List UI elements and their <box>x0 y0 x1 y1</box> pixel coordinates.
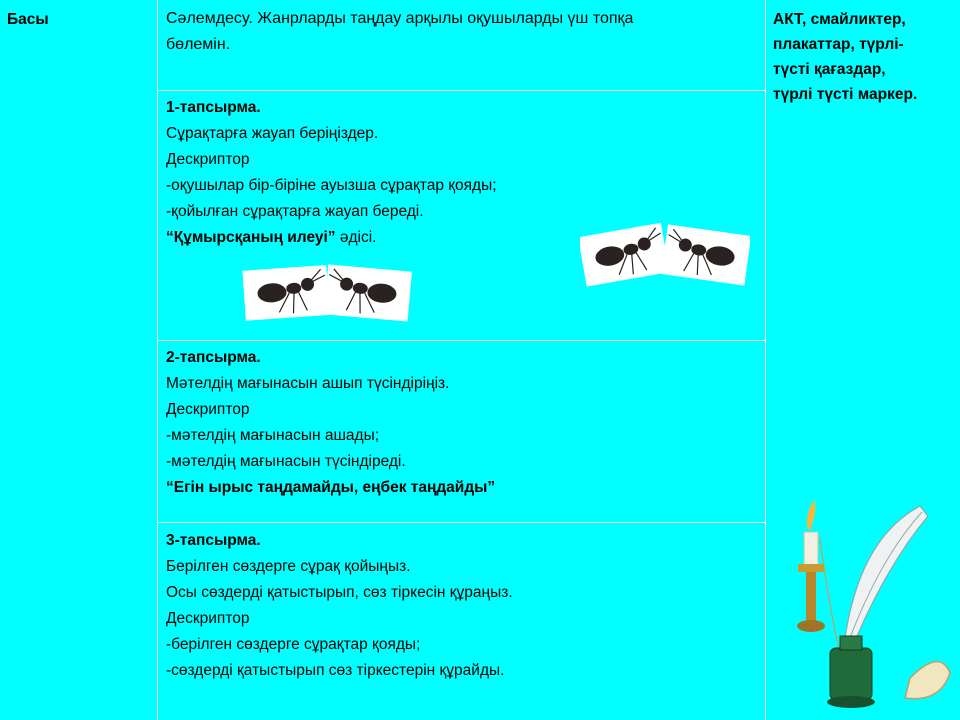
candle-quill-inkwell-image <box>790 498 955 718</box>
stage-label: Басы <box>7 11 49 28</box>
method-suffix: әдісі. <box>335 229 377 246</box>
task2-title: 2-тапсырма. <box>166 349 261 366</box>
resource-line: плакаттар, түрлі- <box>773 36 904 53</box>
task3-descriptor: Дескриптор <box>166 610 250 627</box>
intro-text-cont: бөлемін. <box>166 36 231 53</box>
task2-criteria: -мәтелдің мағынасын түсіндіреді. <box>166 453 406 470</box>
intro-cell <box>166 6 633 58</box>
row-divider <box>157 340 766 341</box>
task2-cell <box>166 345 495 501</box>
resource-line: түсті қағаздар, <box>773 61 886 78</box>
task2-instruction: Мәтелдің мағынасын ашып түсіндіріңіз. <box>166 375 450 392</box>
inkwell-icon <box>827 636 875 708</box>
task2-criteria: -мәтелдің мағынасын ашады; <box>166 427 380 444</box>
quill-icon <box>845 506 928 648</box>
task3-criteria: -сөздерді қатыстырып сөз тіркестерін құрайды. <box>166 662 505 679</box>
intro-text: Сәлемдесу. Жанрларды таңдау арқылы оқушыларды үш топқа <box>166 10 634 27</box>
ants-image <box>580 222 750 290</box>
row-divider <box>157 90 766 91</box>
task3-instruction: Берілген сөздерге сұрақ қойыңыз. <box>166 558 411 575</box>
column-divider <box>765 0 766 720</box>
task3-instruction: Осы сөздерді қатыстырып, сөз тіркесін құраңыз. <box>166 584 513 601</box>
task1-cell <box>166 95 497 251</box>
resource-line: АКТ, смайликтер, <box>773 11 906 28</box>
task2-descriptor: Дескриптор <box>166 401 250 418</box>
task1-title: 1-тапсырма. <box>166 99 261 116</box>
method-name: “Құмырсқаның илеуі” <box>166 229 336 246</box>
task1-method <box>166 225 497 251</box>
task3-criteria: -берілген сөздерге сұрақтар қояды; <box>166 636 421 653</box>
resource-line: түрлі түсті маркер. <box>773 86 918 103</box>
task3-title: 3-тапсырма. <box>166 532 261 549</box>
scroll-icon <box>905 662 950 699</box>
row-divider <box>157 522 766 523</box>
task1-instruction: Сұрақтарға жауап беріңіздер. <box>166 125 379 142</box>
task3-cell <box>166 528 513 684</box>
task2-proverb: “Егін ырыс таңдамайды, еңбек таңдайды” <box>166 479 496 496</box>
task1-criteria: -оқушылар бір-біріне ауызша сұрақтар қояды; <box>166 177 497 194</box>
task1-criteria: -қойылған сұрақтарға жауап береді. <box>166 203 424 220</box>
ants-image <box>242 262 412 322</box>
resources-cell <box>773 7 917 107</box>
candle-icon <box>797 500 825 632</box>
task1-descriptor: Дескриптор <box>166 151 250 168</box>
column-divider <box>157 0 158 720</box>
